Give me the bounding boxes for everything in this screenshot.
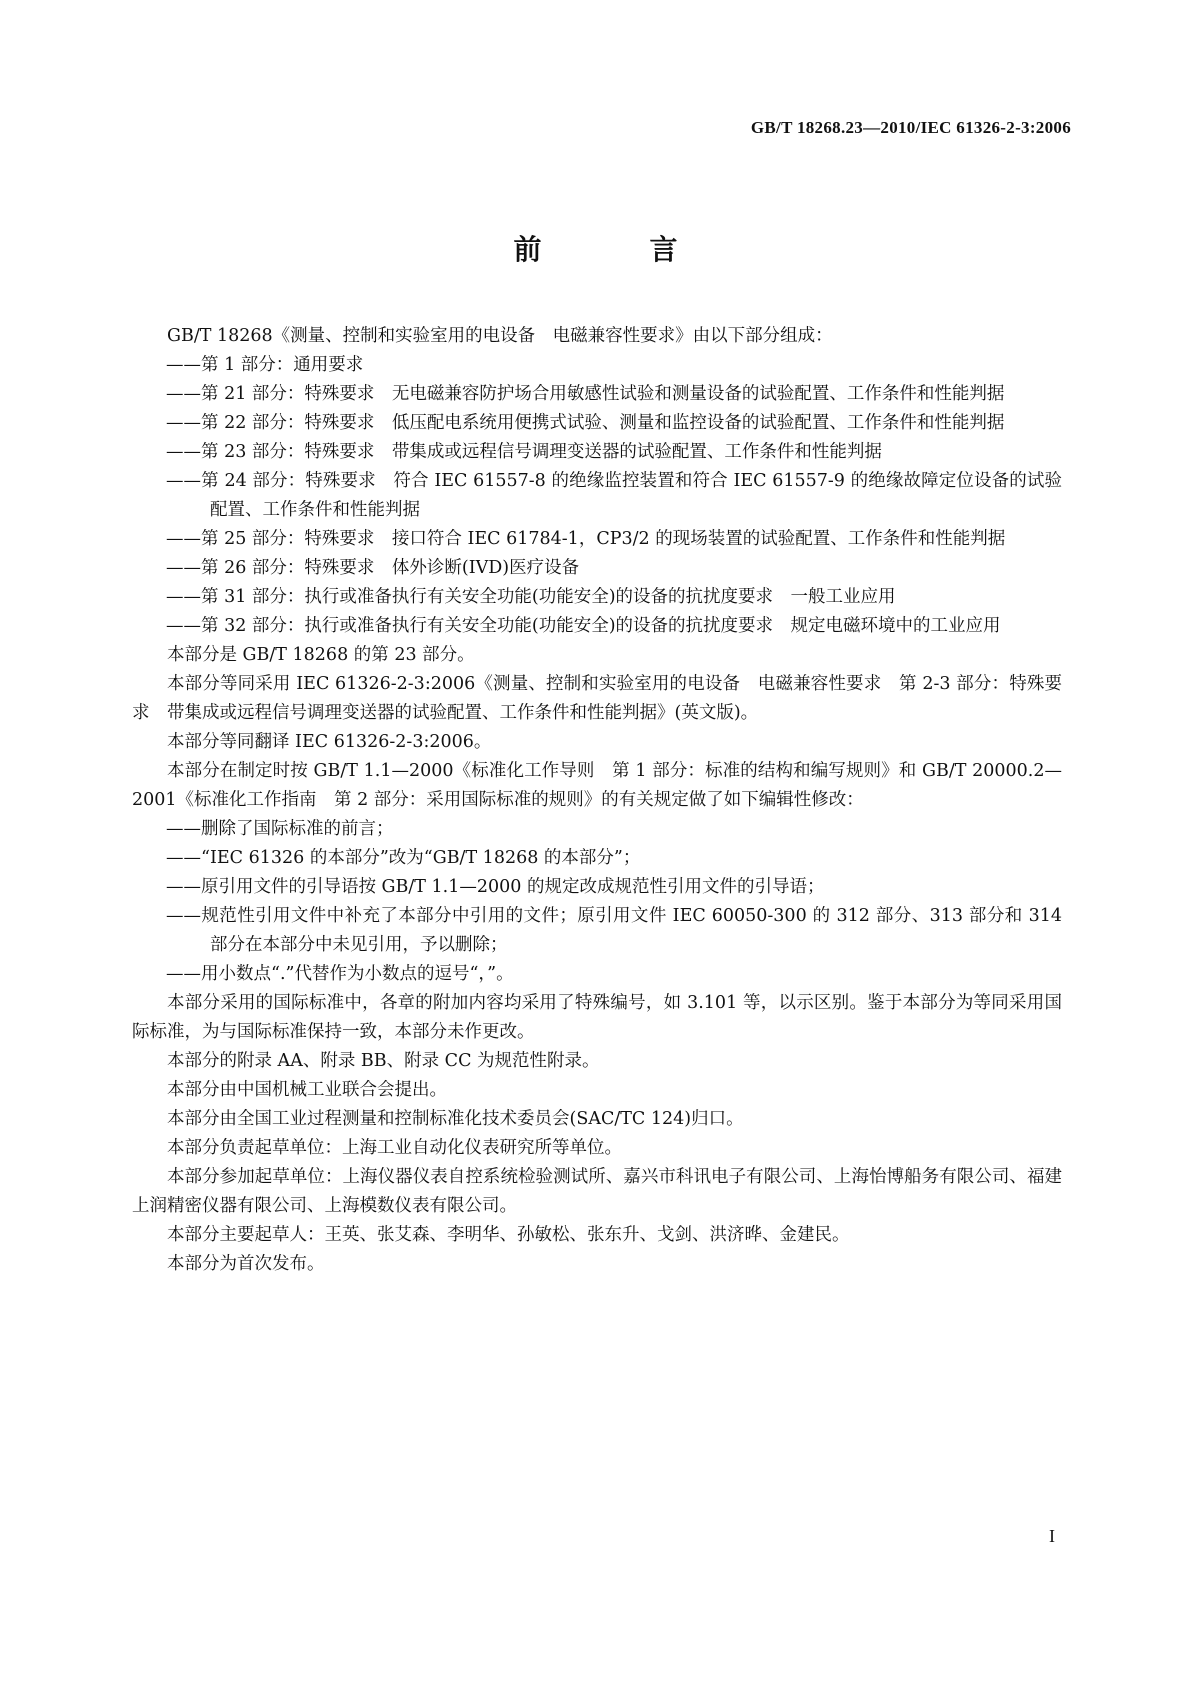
list-item: ——第 32 部分：执行或准备执行有关安全功能(功能安全)的设备的抗扰度要求 规定电磁环境中的工业应用 (166, 616, 1001, 636)
paragraph: 本部分主要起草人：王英、张艾森、李明华、孙敏松、张东升、戈剑、洪济晔、金建民。 (167, 1225, 850, 1245)
list-item: ——第 1 部分：通用要求 (166, 355, 364, 375)
list-item: ——第 24 部分：特殊要求 符合 IEC 61557-8 的绝缘监控装置和符合 IEC 61557-9 的绝缘故障定位设备的试验配置、工作条件和性能判据 (166, 471, 1062, 520)
list-item: ——规范性引用文件中补充了本部分中引用的文件；原引用文件 IEC 60050-300 的 312 部分、313 部分和 314 部分在本部分中未见引用，予以删除； (166, 906, 1062, 955)
list-item: ——第 21 部分：特殊要求 无电磁兼容防护场合用敏感性试验和测量设备的试验配置、工作条件和性能判据 (166, 384, 1005, 404)
list-item: ——第 25 部分：特殊要求 接口符合 IEC 61784-1，CP3/2 的现场装置的试验配置、工作条件和性能判据 (166, 529, 1006, 549)
paragraph: 本部分为首次发布。 (167, 1254, 325, 1274)
standard-code-header: GB/T 18268.23—2010/IEC 61326-2-3:2006 (750, 118, 1071, 137)
paragraph: 本部分等同采用 IEC 61326-2-3:2006《测量、控制和实验室用的电设备 电磁兼容性要求 第 2-3 部分：特殊要求 带集成或远程信号调理变送器的试验配置、工作条件和性能判据》(英文版)。 (132, 674, 1062, 723)
list-item: ——第 31 部分：执行或准备执行有关安全功能(功能安全)的设备的抗扰度要求 一般工业应用 (166, 587, 896, 607)
list-item: ——删除了国际标准的前言； (166, 819, 394, 839)
paragraph: 本部分由全国工业过程测量和控制标准化技术委员会(SAC/TC 124)归口。 (167, 1109, 744, 1129)
foreword-body (132, 322, 1062, 1279)
list-item: ——用小数点“.”代替作为小数点的逗号“，”。 (166, 964, 514, 984)
list-item: ——第 22 部分：特殊要求 低压配电系统用便携式试验、测量和监控设备的试验配置、工作条件和性能判据 (166, 413, 1005, 433)
paragraph: 本部分等同翻译 IEC 61326-2-3:2006。 (167, 732, 492, 752)
paragraph: 本部分的附录 AA、附录 BB、附录 CC 为规范性附录。 (167, 1051, 600, 1071)
list-item: ——第 26 部分：特殊要求 体外诊断(IVD)医疗设备 (166, 558, 580, 578)
list-item: ——原引用文件的引导语按 GB/T 1.1—2000 的规定改成规范性引用文件的引导语； (166, 877, 825, 897)
paragraph: 本部分采用的国际标准中，各章的附加内容均采用了特殊编号，如 3.101 等，以示区别。鉴于本部分为等同采用国际标准，为与国际标准保持一致，本部分未作更改。 (132, 993, 1062, 1042)
paragraph: 本部分是 GB/T 18268 的第 23 部分。 (167, 645, 475, 665)
list-item: ——“IEC 61326 的本部分”改为“GB/T 18268 的本部分”； (166, 848, 641, 868)
paragraph: 本部分在制定时按 GB/T 1.1—2000《标准化工作导则 第 1 部分：标准的结构和编写规则》和 GB/T 20000.2—2001《标准化工作指南 第 2 部分：采用国际标准的规则》的有关规定做了如下编辑性修改： (132, 761, 1062, 810)
page-number: I (1049, 1526, 1055, 1546)
paragraph: 本部分参加起草单位：上海仪器仪表自控系统检验测试所、嘉兴市科讯电子有限公司、上海怡博船务有限公司、福建上润精密仪器有限公司、上海模数仪表有限公司。 (132, 1167, 1062, 1216)
paragraph: 本部分由中国机械工业联合会提出。 (167, 1080, 447, 1100)
paragraph: 本部分负责起草单位：上海工业自动化仪表研究所等单位。 (167, 1138, 622, 1158)
page-title: 前 言 (513, 233, 718, 266)
paragraph: GB/T 18268《测量、控制和实验室用的电设备 电磁兼容性要求》由以下部分组成： (167, 326, 833, 346)
list-item: ——第 23 部分：特殊要求 带集成或远程信号调理变送器的试验配置、工作条件和性能判据 (166, 442, 882, 462)
